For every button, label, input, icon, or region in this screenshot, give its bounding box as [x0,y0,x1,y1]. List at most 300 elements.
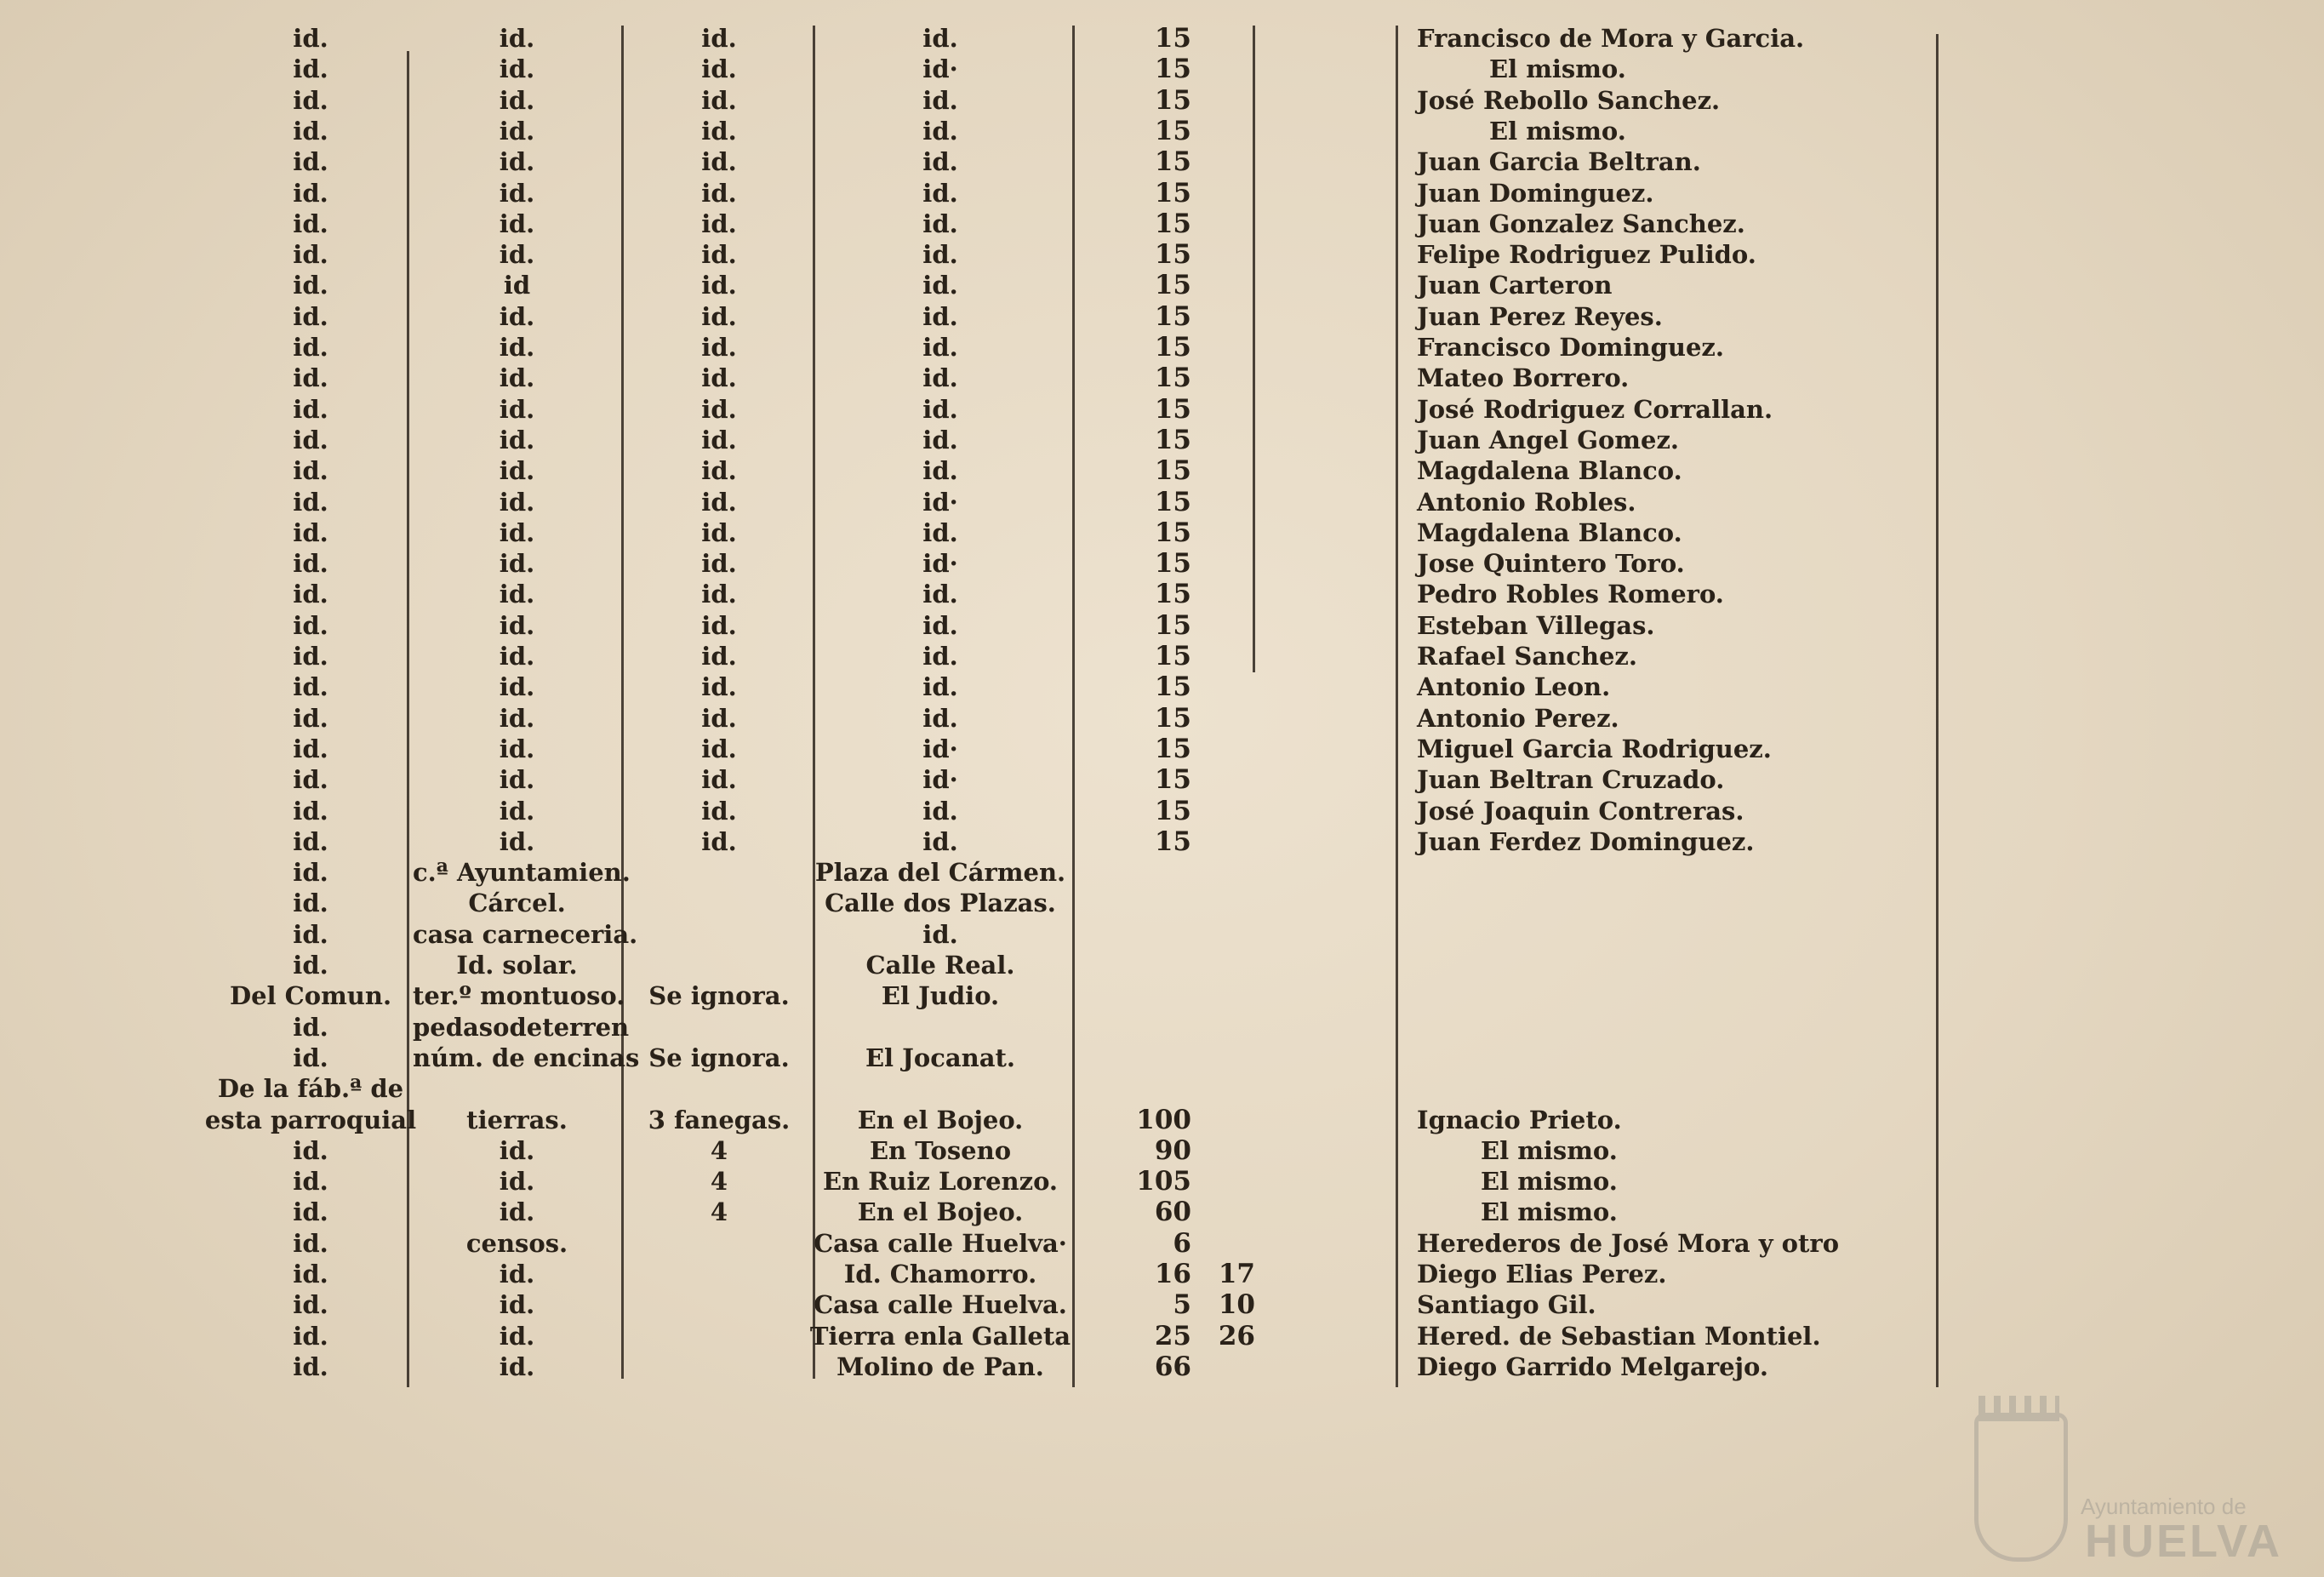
cell-c6 [1196,857,1255,888]
cell-c2: tierras. [466,1105,568,1134]
cell-c1: id. [293,580,328,609]
cell-c5: 15 [1154,795,1191,826]
cell-c7 [1417,1043,1927,1073]
cell-c6 [1196,1043,1255,1073]
table-row [0,54,2324,84]
cell-c5: 15 [1154,270,1191,301]
cell-c7: El mismo. [1481,1197,1618,1227]
shield-icon [1974,1413,2068,1562]
cell-c5: 15 [1154,332,1191,363]
cell-c7: Mateo Borrero. [1417,363,1630,393]
cell-c1: id. [293,425,328,454]
table-row [0,548,2324,579]
cell-c3 [630,888,808,918]
cell-c3: id. [701,765,737,795]
cell-c2: id. [499,1321,535,1351]
cell-c1: id. [293,1228,328,1258]
cell-c7: José Joaquin Contreras. [1417,796,1744,826]
cell-c5: 15 [1154,764,1191,796]
cell-c3: id. [701,271,737,300]
cell-c3 [630,857,808,888]
cell-c7: José Rodriguez Corrallan. [1417,394,1773,424]
table-row [0,888,2324,918]
cell-c7: Rafael Sanchez. [1417,642,1637,671]
cell-c2: id [503,271,531,300]
cell-c7: El mismo. [1481,1135,1618,1165]
table-row [0,796,2324,826]
cell-c2: pedasodeterren [413,1012,630,1042]
table-row [0,116,2324,146]
cell-c3: id. [701,642,737,671]
cell-c5 [1106,888,1191,918]
cell-c6 [1196,950,1255,980]
cell-c4: id· [922,549,958,579]
table-row [0,239,2324,270]
cell-c7: Antonio Perez. [1417,703,1619,733]
cell-c7 [1417,980,1927,1011]
cell-c6 [1196,641,1255,671]
cell-c1: De la fáb.ª de [217,1074,404,1104]
cell-c5: 15 [1154,455,1191,487]
cell-c2: id. [499,1290,535,1320]
cell-c4: id. [922,826,958,856]
cell-c2: id. [499,826,535,856]
cell-c5: 15 [1154,671,1191,703]
cell-c5: 15 [1154,54,1191,85]
cell-c2: id. [499,1167,535,1197]
cell-c4: El Jocanat. [865,1043,1016,1072]
table-row [0,1043,2324,1073]
cell-c1: esta parroquial [204,1105,417,1134]
cell-c2: id. [499,734,535,763]
cell-c4: id. [922,672,958,702]
cell-c3: id. [701,672,737,702]
cell-c1: id. [293,796,328,826]
cell-c2: id. [499,610,535,640]
cell-c4: id. [922,333,958,362]
table-row [0,826,2324,857]
cell-c3: Se ignora. [648,1043,790,1072]
cell-c3: 4 [710,1197,728,1227]
cell-c2: ter.º montuoso. [413,981,625,1011]
cell-c2: id. [499,147,535,177]
cell-c7: Esteban Villegas. [1417,610,1655,640]
cell-c4: id. [922,240,958,270]
table-row [0,641,2324,671]
cell-c3: id. [701,85,737,115]
cell-c2: id. [499,394,535,424]
table-row [0,178,2324,209]
cell-c1: id. [293,826,328,856]
cell-c4: En Ruiz Lorenzo. [823,1167,1058,1197]
cell-c3: id. [701,24,737,53]
cell-c7: Jose Quintero Toro. [1417,549,1685,579]
cell-c1: id. [293,85,328,115]
table-row [0,1012,2324,1043]
cell-c6 [1196,671,1255,702]
cell-c1: id. [293,178,328,208]
table-row [0,950,2324,980]
cell-c4 [808,1073,1072,1104]
cell-c4: id. [922,363,958,393]
cell-c2: id. [499,580,535,609]
cell-c4: Plaza del Cármen. [814,858,1066,888]
cell-c5: 15 [1154,208,1191,239]
cell-c7: Juan Ferdez Dominguez. [1417,826,1755,856]
table-row [0,301,2324,332]
cell-c4: id. [922,116,958,146]
cell-c6 [1196,764,1255,795]
cell-c4: En el Bojeo. [857,1105,1024,1134]
table-row [0,703,2324,734]
cell-c7: Felipe Rodriguez Pulido. [1417,240,1756,270]
cell-c4: Tierra enla Galleta [809,1321,1071,1351]
cell-c4: id. [922,796,958,826]
cell-c4: El Judio. [881,981,1000,1011]
table-row [0,1321,2324,1351]
cell-c1: id. [293,1197,328,1227]
table-row [0,1259,2324,1289]
cell-c5: 15 [1154,826,1191,857]
cell-c1: id. [293,1135,328,1165]
cell-c7 [1417,888,1927,918]
table-row [0,919,2324,950]
cell-c6 [1196,548,1255,579]
cell-c1: id. [293,1012,328,1042]
cell-c7 [1417,1073,1927,1104]
cell-c5: 15 [1154,548,1191,580]
cell-c3: id. [701,54,737,84]
cell-c4: id· [922,765,958,795]
cell-c6: 10 [1218,1289,1255,1321]
cell-c6 [1196,85,1255,116]
cell-c2: id. [499,672,535,702]
cell-c3: id. [701,610,737,640]
cell-c5: 25 [1154,1320,1191,1351]
cell-c3: id. [701,116,737,146]
cell-c5: 15 [1154,239,1191,271]
cell-c1: id. [293,1167,328,1197]
cell-c5: 15 [1154,23,1191,54]
cell-c4: id. [922,209,958,238]
cell-c5: 6 [1173,1227,1191,1259]
cell-c5: 15 [1154,517,1191,548]
cell-c4: id. [922,610,958,640]
cell-c1: id. [293,919,328,949]
cell-c5: 15 [1154,424,1191,455]
cell-c2: id. [499,796,535,826]
cell-c2: id. [499,54,535,84]
cell-c3: id. [701,517,737,547]
cell-c1: id. [293,765,328,795]
cell-c1: id. [293,116,328,146]
cell-c5: 5 [1173,1289,1191,1321]
cell-c4: id. [922,517,958,547]
cell-c5 [1106,1043,1191,1073]
cell-c7: El mismo. [1489,54,1626,84]
cell-c1: id. [293,1321,328,1351]
cell-c1: id. [293,672,328,702]
cell-c3: id. [701,487,737,517]
cell-c5: 15 [1154,300,1191,332]
cell-c4: id· [922,734,958,763]
cell-c4: id· [922,487,958,517]
cell-c6 [1196,425,1255,455]
cell-c2: id. [499,1260,535,1288]
cell-c6 [1196,146,1255,177]
cell-c5: 15 [1154,486,1191,517]
table-row [0,425,2324,455]
cell-c3: id. [701,580,737,609]
cell-c7: Miguel Garcia Rodriguez. [1417,734,1772,763]
table-row [0,1166,2324,1197]
cell-c6 [1196,888,1255,918]
cell-c1: id. [293,549,328,579]
cell-c3: 3 fanegas. [648,1105,791,1134]
cell-c5: 105 [1136,1166,1191,1197]
cell-c1: id. [293,209,328,238]
cell-c6 [1196,826,1255,857]
cell-c5: 15 [1154,641,1191,671]
cell-c4: id. [922,425,958,454]
cell-c1: id. [293,456,328,486]
cell-c2: Id. solar. [456,951,578,980]
cell-c1: id. [293,301,328,331]
cell-c4: id. [922,301,958,331]
table-row [0,734,2324,764]
table-row [0,980,2324,1011]
cell-c4: Molino de Pan. [837,1351,1044,1381]
cell-c4: id. [922,580,958,609]
table-row [0,270,2324,300]
cell-c5 [1106,919,1191,950]
cell-c3: 4 [710,1135,728,1165]
cell-c5 [1106,857,1191,888]
cell-c7: Magdalena Blanco. [1417,456,1682,486]
cell-c6 [1196,919,1255,950]
cell-c6 [1196,487,1255,517]
table-row [0,455,2324,486]
cell-c2: id. [499,703,535,733]
cell-c6 [1196,116,1255,146]
cell-c6 [1196,1197,1255,1227]
cell-c4: id. [922,394,958,424]
table-row [0,23,2324,54]
cell-c6 [1196,394,1255,425]
cell-c2: c.ª Ayuntamien. [413,858,631,888]
cell-c2: id. [499,549,535,579]
cell-c6 [1196,610,1255,641]
cell-c1: id. [293,517,328,547]
cell-c6 [1196,1166,1255,1197]
table-row [0,517,2324,548]
cell-c3: id. [701,456,737,486]
cell-c4: id. [922,85,958,115]
cell-c6 [1196,517,1255,548]
cell-c3: id. [701,301,737,331]
cell-c6 [1196,363,1255,393]
cell-c7: Hered. de Sebastian Montiel. [1417,1321,1821,1351]
cell-c2: id. [499,116,535,146]
cell-c4: id. [922,703,958,733]
cell-c5: 60 [1154,1197,1191,1228]
cell-c7: Magdalena Blanco. [1417,517,1682,547]
cell-c6 [1196,1012,1255,1043]
cell-c7: Pedro Robles Romero. [1417,580,1724,609]
cell-c2: casa carneceria. [413,919,638,949]
cell-c5: 15 [1154,579,1191,610]
cell-c7: Santiago Gil. [1417,1290,1596,1320]
cell-c1: id. [293,1043,328,1072]
cell-c6 [1196,209,1255,239]
cell-c1: id. [293,1351,328,1381]
cell-c3: id. [701,796,737,826]
cell-c2: censos. [465,1228,568,1258]
cell-c2: Cárcel. [468,888,566,918]
cell-c6: 26 [1218,1320,1255,1351]
cell-c7: Juan Beltran Cruzado. [1417,765,1725,795]
cell-c7 [1417,950,1927,980]
table-row [0,363,2324,393]
cell-c5: 15 [1154,702,1191,734]
table-row [0,1197,2324,1227]
table-row [0,857,2324,888]
cell-c6 [1196,734,1255,764]
cell-c6 [1196,332,1255,363]
cell-c3 [630,1228,808,1259]
table-row [0,146,2324,177]
table-row [0,1105,2324,1135]
cell-c1: id. [293,1260,328,1288]
cell-c3: id. [701,734,737,763]
cell-c5 [1106,1073,1191,1104]
cell-c2: id. [499,301,535,331]
cell-c4: id. [922,178,958,208]
cell-c7: Diego Garrido Melgarejo. [1417,1351,1768,1381]
cell-c6 [1196,703,1255,734]
cell-c6 [1196,239,1255,270]
cell-c3: id. [701,363,737,393]
cell-c2: id. [499,642,535,671]
cell-c2: id. [499,178,535,208]
cell-c6 [1196,1228,1255,1259]
cell-c7: Francisco de Mora y Garcia. [1417,24,1805,53]
cell-c6 [1196,980,1255,1011]
cell-c3: id. [701,178,737,208]
cell-c6 [1196,54,1255,84]
table-row [0,332,2324,363]
cell-c1: id. [293,858,328,888]
cell-c1: id. [293,1290,328,1320]
cell-c5: 15 [1154,84,1191,116]
cell-c6 [1196,1135,1255,1166]
cell-c2: id. [499,425,535,454]
cell-c5: 15 [1154,146,1191,178]
cell-c3 [630,950,808,980]
cell-c5 [1106,1012,1191,1043]
cell-c4: id. [922,271,958,300]
cell-c1: id. [293,271,328,300]
table-row [0,579,2324,609]
cell-c6 [1196,178,1255,209]
cell-c7 [1417,1012,1927,1043]
cell-c5: 15 [1154,177,1191,209]
cell-c2: id. [499,517,535,547]
cell-c3 [630,1351,808,1382]
cell-c1: id. [293,363,328,393]
cell-c7: Juan Carteron [1417,271,1613,300]
watermark-line2: HUELVA [2085,1516,2282,1567]
cell-c6 [1196,23,1255,54]
cell-c3: 4 [710,1167,728,1197]
cell-c7: El mismo. [1489,116,1626,146]
cell-c1: Del Comun. [229,981,392,1011]
watermark-line1: Ayuntamiento de [2081,1494,2247,1519]
cell-c1: id. [293,24,328,53]
cell-c7: Juan Garcia Beltran. [1417,147,1701,177]
cell-c4: id. [922,147,958,177]
cell-c5: 15 [1154,363,1191,394]
cell-c7: Antonio Leon. [1417,672,1611,702]
cell-c3 [630,1073,808,1104]
cell-c2: id. [499,1197,535,1227]
cell-c7: Antonio Robles. [1417,487,1636,517]
cell-c4: En el Bojeo. [857,1197,1024,1227]
cell-c2: id. [499,363,535,393]
cell-c5: 15 [1154,733,1191,764]
cell-c6 [1196,1105,1255,1135]
cell-c1: id. [293,703,328,733]
table-row [0,85,2324,116]
cell-c5 [1106,980,1191,1011]
cell-c3: id. [701,394,737,424]
cell-c4: Calle Real. [865,951,1015,980]
cell-c2: id. [499,333,535,362]
table-row [0,764,2324,795]
cell-c3: id. [701,549,737,579]
cell-c1: id. [293,333,328,362]
cell-c2: id. [499,209,535,238]
cell-c3 [630,1321,808,1351]
cell-c1: id. [293,54,328,84]
cell-c3: id. [701,826,737,856]
cell-c5: 90 [1154,1134,1191,1166]
cell-c1: id. [293,951,328,980]
cell-c3: id. [701,240,737,270]
cell-c3: id. [701,703,737,733]
cell-c2: id. [499,765,535,795]
cell-c2: id. [499,85,535,115]
cell-c6 [1196,1351,1255,1382]
cell-c3: id. [701,333,737,362]
cell-c7: Juan Gonzalez Sanchez. [1417,209,1745,238]
cell-c7 [1417,919,1927,950]
table-row [0,1351,2324,1382]
cell-c4: id. [922,24,958,53]
cell-c1: id. [293,394,328,424]
cell-c3 [630,1289,808,1320]
cell-c3 [630,1259,808,1289]
table-row [0,1289,2324,1320]
cell-c7: El mismo. [1481,1167,1618,1197]
cell-c5: 16 [1154,1259,1191,1289]
table-row [0,1073,2324,1104]
cell-c4: id· [922,54,958,84]
cell-c4: id. [922,642,958,671]
cell-c6 [1196,1073,1255,1104]
cell-c6: 17 [1218,1259,1255,1289]
cell-c1: id. [293,888,328,918]
